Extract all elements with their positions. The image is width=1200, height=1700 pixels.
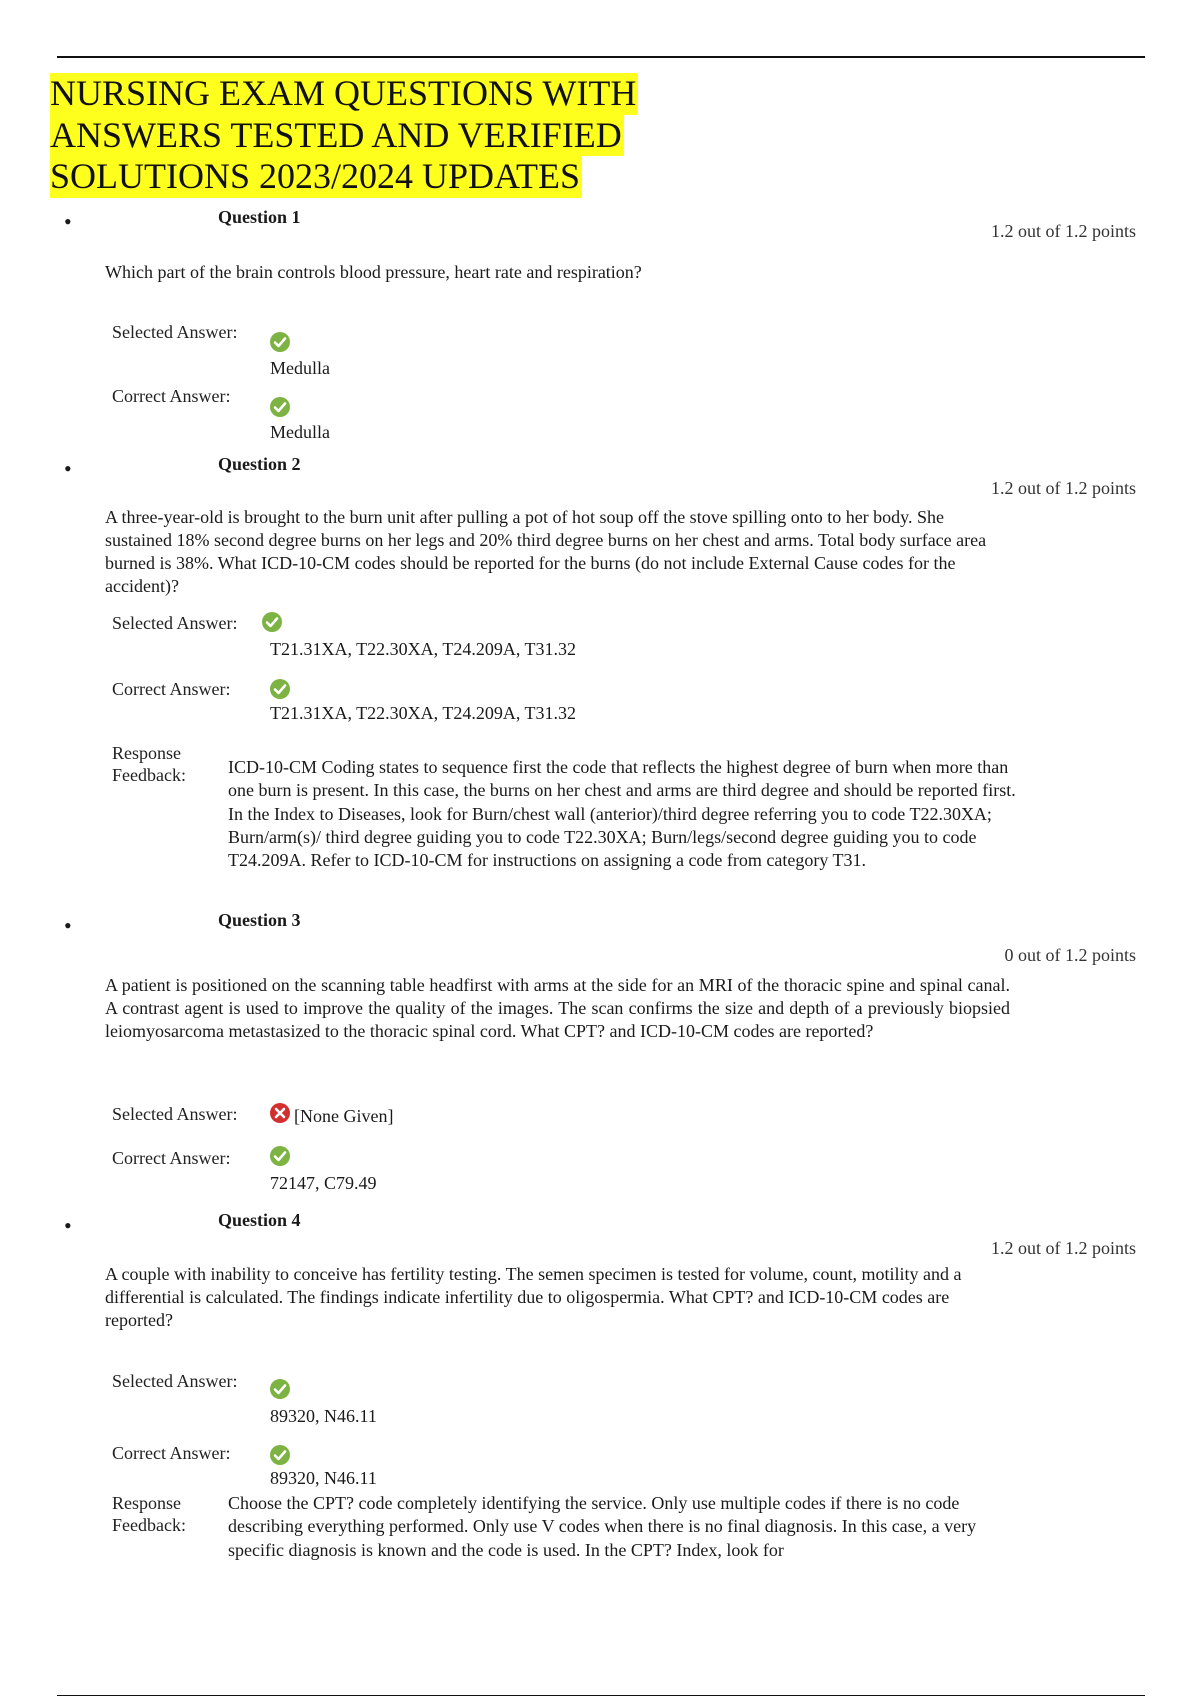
- selected-answer-label: Selected Answer:: [112, 613, 238, 633]
- question-points: 0 out of 1.2 points: [1004, 945, 1136, 965]
- top-rule: [57, 56, 1145, 58]
- question-text: A three-year-old is brought to the burn unit after pulling a pot of hot soup off the stove spilling onto to her body. She sustained 18% second degree burns on her legs and 20% third degree burns on her chest and arms. Total body surface area burned is 38%. What ICD-10-CM codes should be reported for the burns (do not include External Cause codes for the accident)?: [105, 507, 987, 596]
- bottom-rule: [57, 1695, 1145, 1696]
- title-line-3: SOLUTIONS 2023/2024 UPDATES: [50, 156, 581, 196]
- question-text: A couple with inability to conceive has fertility testing. The semen specimen is tested for volume, count, motility and a differential is calculated. The findings indicate infertility due to oligospermia. What CPT? and ICD-10-CM codes are reported?: [105, 1264, 962, 1330]
- selected-answer-value: Medulla: [270, 358, 330, 378]
- check-circle-icon: [269, 331, 291, 353]
- question-points: 1.2 out of 1.2 points: [990, 478, 1136, 498]
- correct-answer-value: 89320, N46.11: [270, 1468, 377, 1488]
- feedback-label: Feedback:: [112, 1515, 186, 1535]
- selected-answer-label: Selected Answer:: [112, 1104, 238, 1124]
- selected-answer-label: Selected Answer:: [112, 1371, 238, 1391]
- title-line-2: ANSWERS TESTED AND VERIFIED: [50, 114, 622, 155]
- selected-answer-label: Selected Answer:: [112, 322, 238, 342]
- selected-answer-value: [None Given]: [294, 1106, 394, 1126]
- question-points: 1.2 out of 1.2 points: [990, 1238, 1136, 1258]
- bullet: •: [64, 1213, 72, 1238]
- response-label: Response: [112, 743, 181, 763]
- bullet: •: [64, 456, 72, 481]
- response-label: Response: [112, 1493, 181, 1513]
- correct-answer-value: 72147, C79.49: [270, 1173, 377, 1193]
- correct-answer-label: Correct Answer:: [112, 679, 231, 699]
- correct-answer-label: Correct Answer:: [112, 386, 231, 406]
- response-feedback-label: [112, 742, 212, 786]
- check-circle-icon: [269, 396, 291, 418]
- response-feedback-label: [112, 1492, 212, 1536]
- check-circle-icon: [269, 1444, 291, 1466]
- check-circle-icon: [269, 1378, 291, 1400]
- check-circle-icon: [261, 611, 283, 633]
- question-text: Which part of the brain controls blood pressure, heart rate and respiration?: [105, 262, 642, 282]
- correct-answer-label: Correct Answer:: [112, 1443, 231, 1463]
- question-points: 1.2 out of 1.2 points: [990, 221, 1136, 241]
- check-circle-icon: [269, 678, 291, 700]
- question-title: Question 3: [218, 910, 301, 930]
- selected-answer-value: T21.31XA, T22.30XA, T24.209A, T31.32: [270, 639, 576, 659]
- correct-answer-value: Medulla: [270, 422, 330, 442]
- check-circle-icon: [269, 1145, 291, 1167]
- title-line-1: NURSING EXAM QUESTIONS WITH: [50, 73, 637, 113]
- response-feedback-text: ICD-10-CM Coding states to sequence first the code that reflects the highest degree of burn when more than one burn is present. In this case, the burns on her chest and arms are third degree and should be reported first. In the Index to Diseases, look for Burn/chest wall (anterior)/third degree referring you to code T22.30XA; Burn/arm(s)/ third degree guiding you to code T22.30XA; Burn/legs/second degree guiding you to code T24.209A. Refer to ICD-10-CM for instructions on assigning a code from category T31.: [228, 757, 1016, 871]
- x-circle-icon: [269, 1102, 291, 1124]
- question-text: A patient is positioned on the scanning table headfirst with arms at the side for an MRI of the thoracic spine and spinal canal. A contrast agent is used to improve the quality of the images. The scan confirms the size and depth of a previously biopsied leiomyosarcoma metastasized to the thoracic spinal cord. What CPT? and ICD-10-CM codes are reported?: [105, 975, 1010, 1041]
- question-title: Question 1: [218, 207, 301, 227]
- question-title: Question 2: [218, 454, 301, 474]
- selected-answer-value: 89320, N46.11: [270, 1406, 377, 1426]
- bullet: •: [64, 209, 72, 234]
- bullet: •: [64, 913, 72, 938]
- correct-answer-value: T21.31XA, T22.30XA, T24.209A, T31.32: [270, 703, 576, 723]
- feedback-label: Feedback:: [112, 765, 186, 785]
- correct-answer-label: Correct Answer:: [112, 1148, 231, 1168]
- response-feedback-text: Choose the CPT? code completely identifying the service. Only use multiple codes if there is no code describing everything performed. Only use V codes when there is no final diagnosis. In this case, a very specific diagnosis is known and the code is used. In the CPT? Index, look for: [228, 1493, 977, 1560]
- question-title: Question 4: [218, 1210, 301, 1230]
- document-title: [50, 73, 638, 198]
